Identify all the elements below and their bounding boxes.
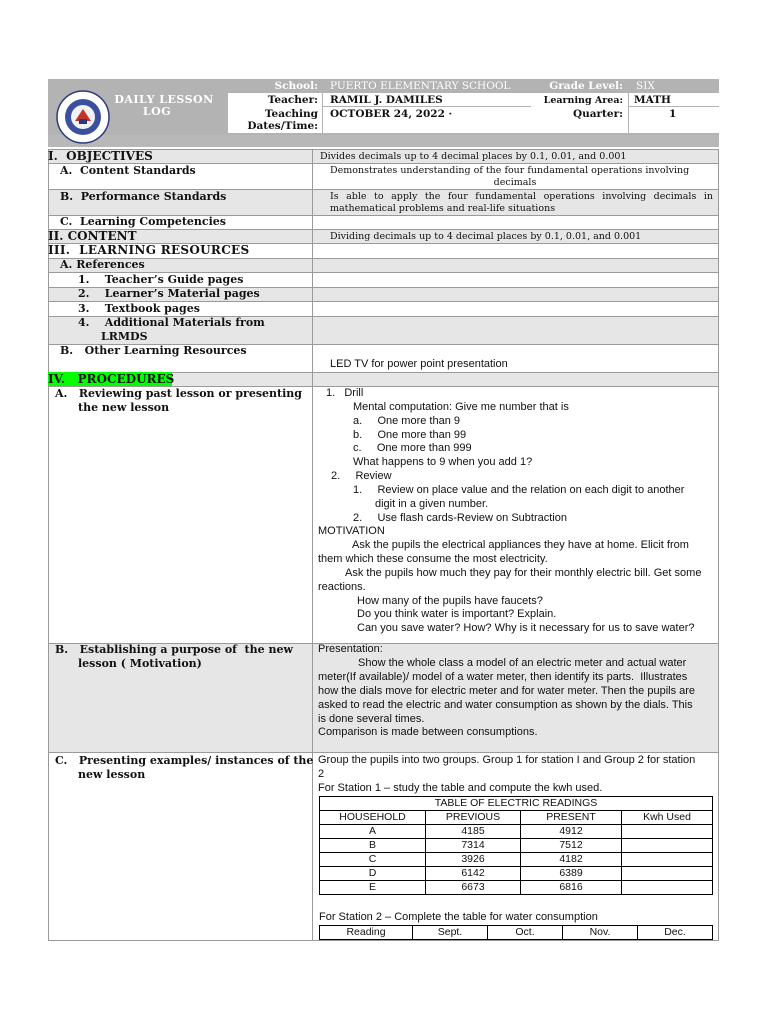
dll-title-line1: DAILY LESSON (114, 93, 214, 106)
dll-title-line2: LOG (142, 105, 172, 118)
proc-a-line: 1. Drill (326, 387, 364, 399)
dates-label-1: Teaching (264, 108, 318, 120)
row-bg-references (48, 258, 719, 272)
household-cell: B (320, 839, 426, 853)
proc-a-line: 1. Review on place value and the relation on each digit to another (353, 484, 685, 496)
previous-cell: 3926 (426, 853, 521, 867)
proc-a-line: them which these consume the most electricity. (318, 553, 548, 565)
proc-a-line: a. One more than 9 (353, 415, 461, 427)
proc-a-line: Mental computation: Give me number that is (353, 401, 569, 413)
grid-right (718, 149, 719, 941)
proc-b-line: how the dials move for electric meter and for water meter. Then the pupils are (318, 685, 696, 697)
proc-a-label-1: A. Reviewing past lesson or presenting (55, 387, 302, 400)
ref-additional-1: 4. Additional Materials from (78, 316, 265, 329)
electric-readings-table (319, 796, 713, 895)
grid-left (48, 149, 49, 941)
proc-a-line: MOTIVATION (318, 525, 385, 537)
proc-c-line-1: Group the pupils into two groups. Group 1 for station I and Group 2 for station (318, 754, 696, 766)
kwh-cell (622, 839, 713, 853)
electric-table-header: HOUSEHOLD (320, 811, 426, 825)
content-heading: II. CONTENT (48, 229, 137, 243)
present-cell: 6389 (521, 867, 622, 881)
deped-seal-logo (55, 89, 111, 145)
proc-b-label-2: lesson ( Motivation) (78, 657, 202, 670)
performance-standards-value-1: Is able to apply the four fundamental operations involving decimals in (330, 191, 713, 202)
procedures-heading: IV. PROCEDURES (48, 372, 175, 386)
school-label: School: (274, 80, 318, 92)
proc-a-line: c. One more than 999 (353, 442, 472, 454)
proc-b-line: Show the whole class a model of an electric meter and actual water (358, 657, 687, 669)
other-resources-label: B. Other Learning Resources (60, 344, 247, 357)
present-cell: 4182 (521, 853, 622, 867)
dates-label-2: Dates/Time: (247, 120, 318, 132)
kwh-cell (622, 825, 713, 839)
quarter-value: 1 (669, 108, 677, 120)
ref-teachers-guide: 1. Teacher’s Guide pages (78, 273, 244, 286)
grade-label: Grade Level: (549, 80, 623, 92)
learning-competencies-label: C. Learning Competencies (60, 215, 226, 228)
kwh-cell (622, 881, 713, 895)
electric-table-header: PREVIOUS (426, 811, 521, 825)
content-value: Dividing decimals up to 4 decimal places by 0.1, 0.01, and 0.001 (330, 231, 642, 242)
proc-a-label-2: the new lesson (78, 401, 170, 414)
learning-resources-heading: III. LEARNING RESOURCES (48, 243, 250, 257)
table-row (320, 867, 713, 881)
household-cell: E (320, 881, 426, 895)
proc-b-line: Presentation: (318, 643, 383, 655)
water-table-header: Nov. (563, 926, 638, 940)
proc-a-line: 2. Use flash cards-Review on Subtraction (353, 512, 567, 524)
school-value: PUERTO ELEMENTARY SCHOOL (330, 80, 511, 92)
water-table-header: Dec. (638, 926, 713, 940)
content-standards-label: A. Content Standards (60, 164, 196, 177)
present-cell: 7512 (521, 839, 622, 853)
quarter-label: Quarter: (572, 108, 623, 120)
proc-c-line-3: For Station 1 – study the table and compute the kwh used. (318, 782, 603, 794)
proc-a-line: Can you save water? How? Why is it necessary for us to save water? (357, 622, 695, 634)
proc-a-line: Ask the pupils the electrical appliances they have at home. Elicit from (352, 539, 689, 551)
present-cell: 6816 (521, 881, 622, 895)
proc-b-label-1: B. Establishing a purpose of the new (55, 643, 293, 656)
references-label: A. References (60, 258, 145, 271)
hline (48, 258, 719, 259)
header-bottom-band (48, 135, 719, 147)
objectives-value: Divides decimals up to 4 decimal places by 0.1, 0.01, and 0.001 (320, 151, 627, 162)
grid-mid (312, 149, 313, 941)
proc-b-line: meter(If available)/ model of a water meter, then identify its parts. Illustrates (318, 671, 688, 683)
present-cell: 4912 (521, 825, 622, 839)
kwh-cell (622, 867, 713, 881)
proc-a-line: b. One more than 99 (353, 429, 467, 441)
teacher-label: Teacher: (267, 94, 318, 106)
proc-b-line: is done several times. (318, 713, 425, 725)
table-row (320, 881, 713, 895)
water-table-header: Oct. (488, 926, 563, 940)
proc-c-line-2: 2 (318, 768, 325, 780)
electric-table-title: TABLE OF ELECTRIC READINGS (320, 797, 713, 811)
proc-a-line: How many of the pupils have faucets? (357, 595, 543, 607)
previous-cell: 4185 (426, 825, 521, 839)
household-cell: A (320, 825, 426, 839)
proc-b-line: Comparison is made between consumptions. (318, 726, 538, 738)
proc-c-label-2: new lesson (78, 768, 146, 781)
kwh-cell (622, 853, 713, 867)
ref-textbook: 3. Textbook pages (78, 302, 200, 315)
grade-value: SIX (636, 80, 655, 92)
proc-a-line: Do you think water is important? Explain. (357, 608, 557, 620)
proc-a-line: digit in a given number. (375, 498, 489, 510)
objectives-heading: I. OBJECTIVES (48, 149, 153, 163)
hline (48, 752, 719, 753)
proc-c-label-1: C. Presenting examples/ instances of the (55, 754, 314, 767)
water-table-header: Sept. (413, 926, 488, 940)
electric-table-header: Kwh Used (622, 811, 713, 825)
other-resources-value: LED TV for power point presentation (330, 358, 508, 370)
hline (48, 940, 719, 941)
performance-standards-label: B. Performance Standards (60, 190, 227, 203)
water-table-header: Reading (320, 926, 413, 940)
electric-table-header: PRESENT (521, 811, 622, 825)
teacher-value: RAMIL J. DAMILES (330, 94, 443, 106)
ref-additional-2: LRMDS (101, 330, 148, 343)
proc-a-line: What happens to 9 when you add 1? (353, 456, 533, 468)
table-row (320, 825, 713, 839)
proc-a-line: Ask the pupils how much they pay for their monthly electric bill. Get some (345, 567, 702, 579)
proc-b-line: asked to read the electric and water consumption as shown by the dials. This (318, 699, 693, 711)
area-value: MATH (634, 94, 671, 106)
area-label: Learning Area: (543, 95, 623, 106)
content-standards-value-1: Demonstrates understanding of the four fundamental operations involving (330, 165, 690, 176)
water-consumption-table (319, 925, 713, 940)
hline (48, 229, 719, 230)
household-cell: D (320, 867, 426, 881)
proc-a-line: reactions. (318, 581, 366, 593)
table-row (320, 839, 713, 853)
previous-cell: 7314 (426, 839, 521, 853)
ref-learners-material: 2. Learner’s Material pages (78, 287, 260, 300)
table-row (320, 853, 713, 867)
station-2-instruction: For Station 2 – Complete the table for water consumption (319, 911, 598, 923)
content-standards-value-2: decimals (493, 177, 537, 188)
performance-standards-value-2: mathematical problems and real-life situations (330, 203, 556, 214)
previous-cell: 6142 (426, 867, 521, 881)
household-cell: C (320, 853, 426, 867)
previous-cell: 6673 (426, 881, 521, 895)
dates-value: OCTOBER 24, 2022 · (330, 108, 453, 120)
proc-a-line: 2. Review (331, 470, 392, 482)
